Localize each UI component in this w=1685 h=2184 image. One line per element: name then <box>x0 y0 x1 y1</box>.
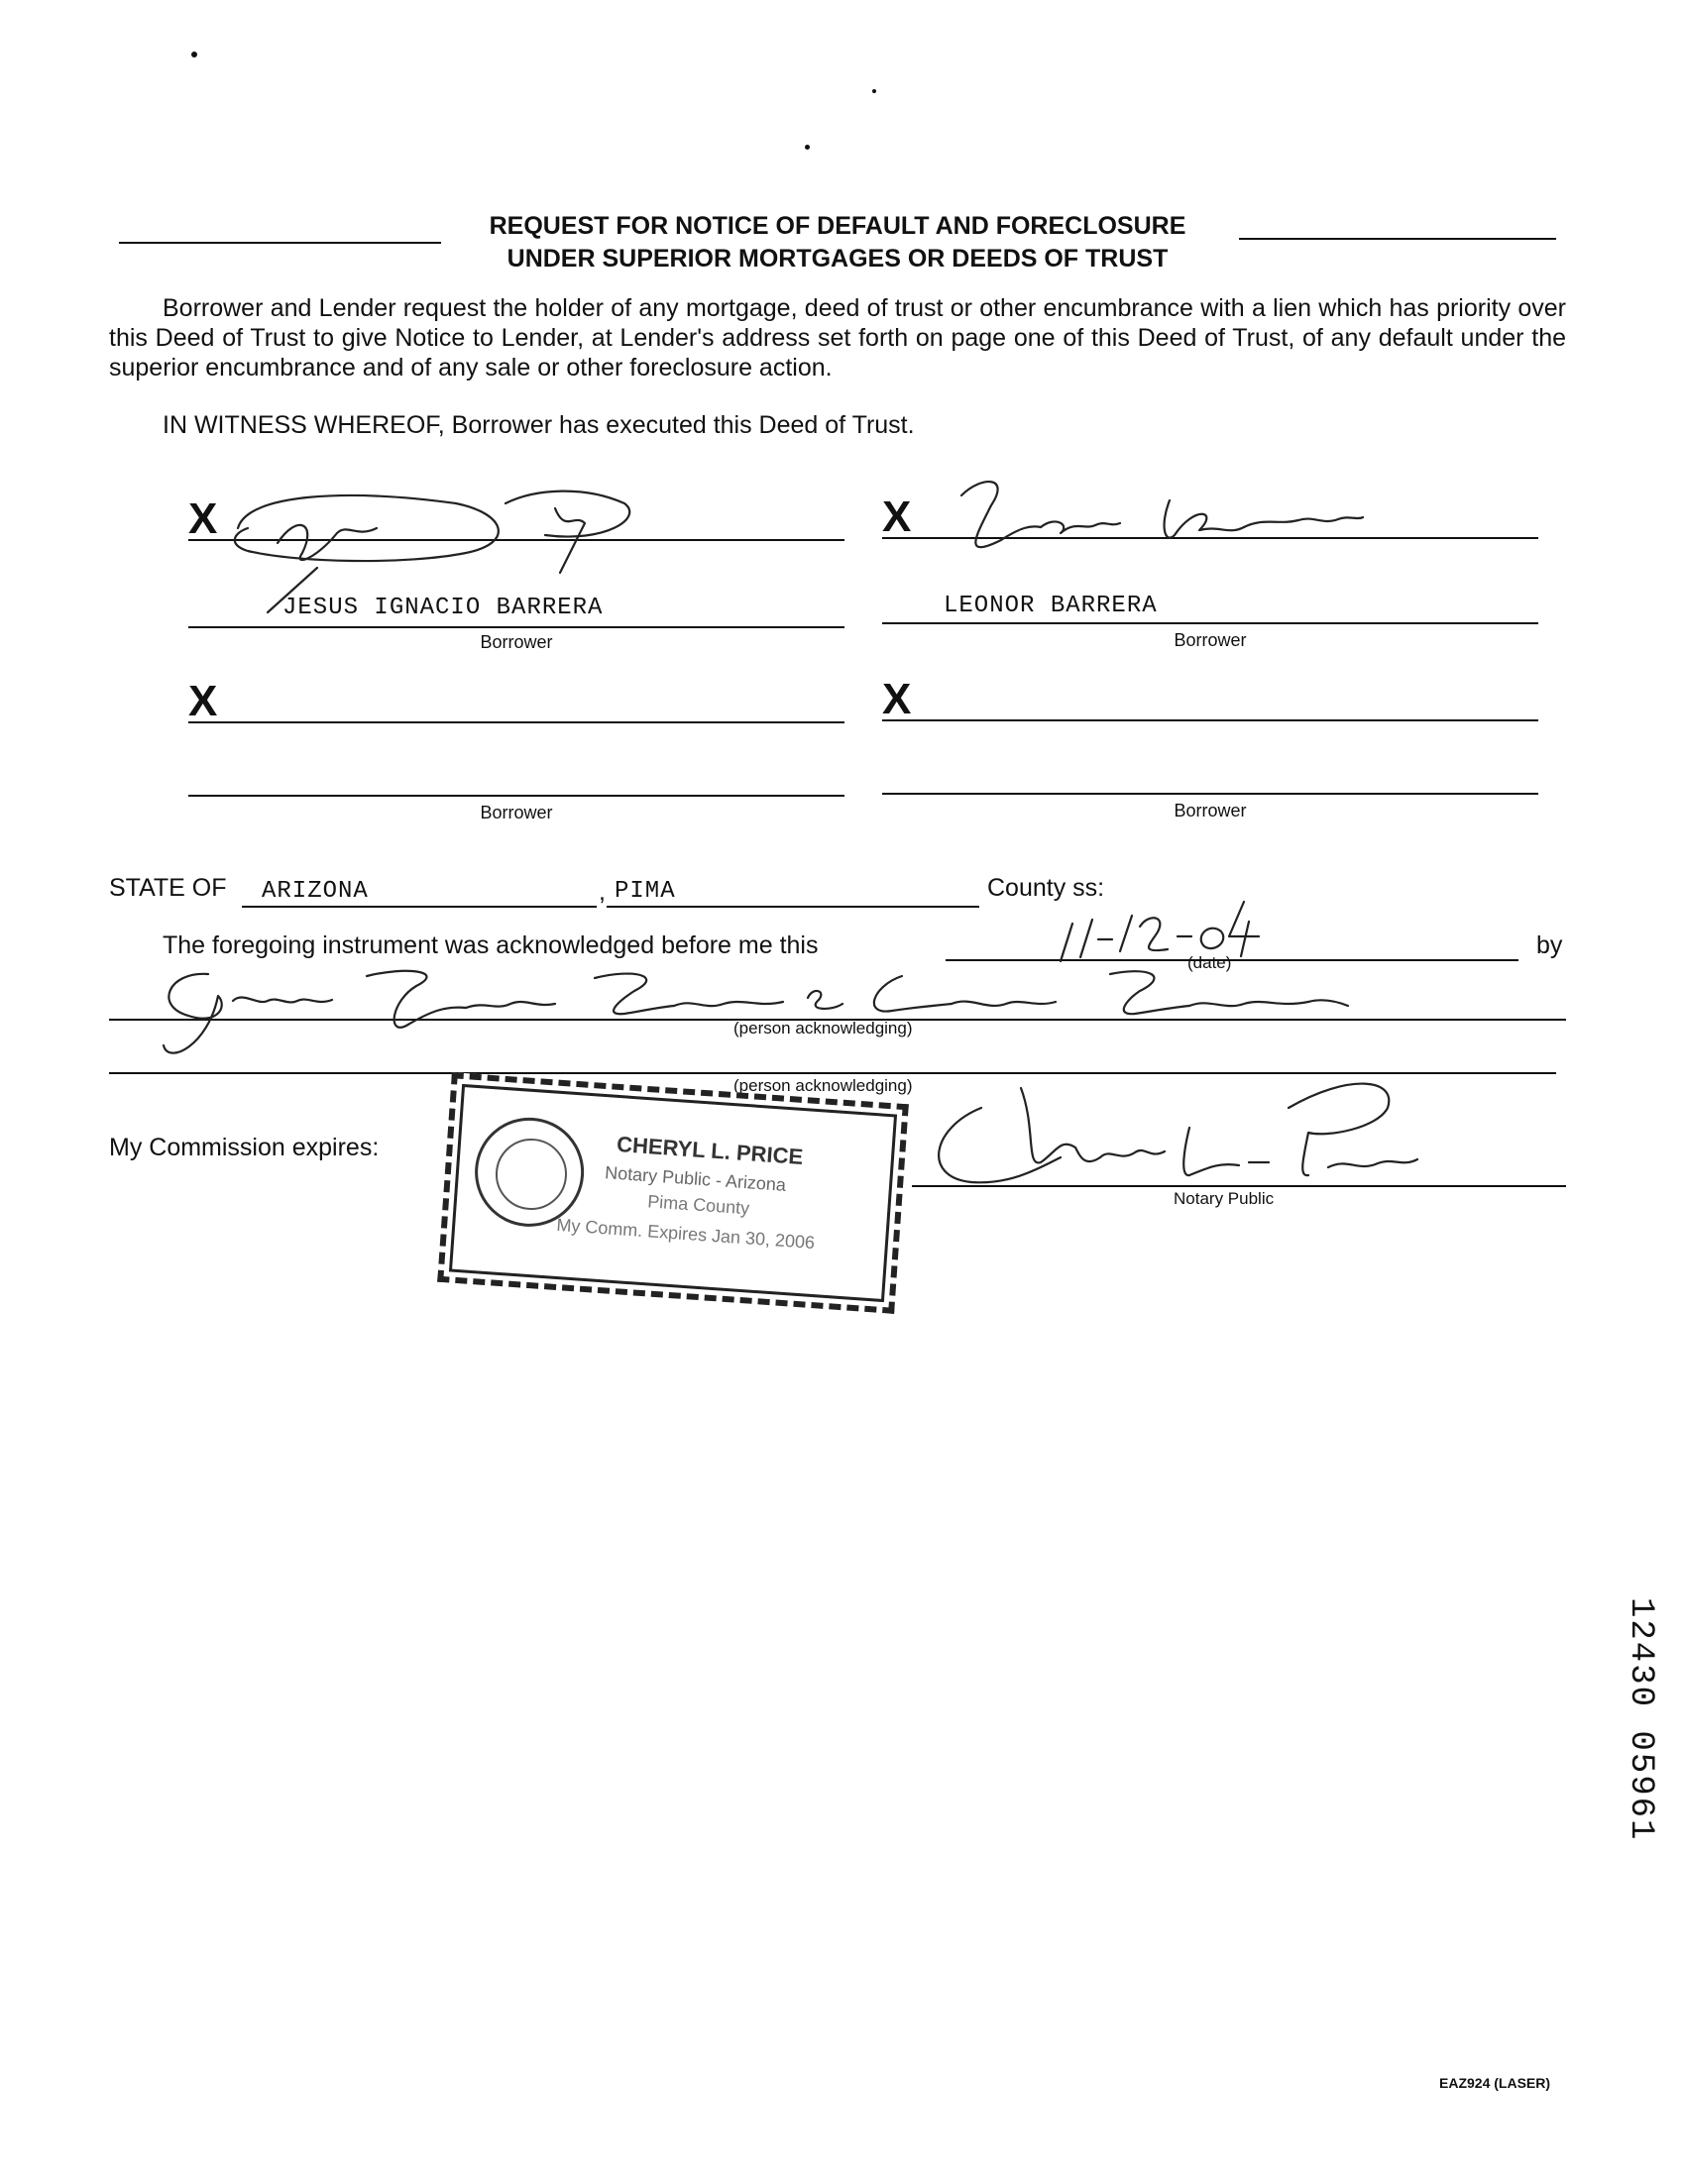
title-line-2: UNDER SUPERIOR MORTGAGES OR DEEDS OF TRUST <box>506 245 1169 273</box>
stamp-line-2: Notary Public - Arizona <box>604 1162 787 1195</box>
stamp-line-3: Pima County <box>646 1191 750 1219</box>
page-title <box>436 210 1239 275</box>
witness-statement: IN WITNESS WHEREOF, Borrower has executed this Deed of Trust. <box>163 411 915 439</box>
borrower-caption: Borrower <box>1174 801 1247 820</box>
person-caption: (person acknowledging) <box>733 1019 913 1037</box>
county-line <box>607 906 979 908</box>
name-line-borrower-2 <box>882 622 1538 624</box>
state-label: STATE OF <box>109 874 227 902</box>
commission-label: My Commission expires: <box>109 1134 380 1161</box>
scan-speck <box>805 145 810 150</box>
heading-rule-left <box>119 242 441 244</box>
persons-acknowledging-signature <box>149 956 1427 1065</box>
signature-line-borrower-3 <box>188 721 844 723</box>
by-label: by <box>1536 931 1563 959</box>
state-value: ARIZONA <box>262 878 369 905</box>
borrower-caption: Borrower <box>480 803 553 822</box>
state-line <box>242 906 597 908</box>
title-line-1: REQUEST FOR NOTICE OF DEFAULT AND FORECLOSURE <box>489 212 1186 240</box>
notary-caption: Notary Public <box>1174 1189 1275 1208</box>
scan-speck <box>872 89 876 93</box>
acknowledgment-text: The foregoing instrument was acknowledged before me this <box>163 931 819 959</box>
date-caption: (date) <box>1187 953 1232 972</box>
name-line-borrower-4 <box>882 793 1538 795</box>
county-comma: , <box>599 878 606 906</box>
borrower-2-name: LEONOR BARRERA <box>944 593 1158 619</box>
person-caption: (person acknowledging) <box>733 1076 913 1095</box>
x-mark: X <box>882 492 912 541</box>
signature-line-borrower-4 <box>882 719 1538 721</box>
borrower-caption: Borrower <box>1174 630 1247 650</box>
county-label: County ss: <box>987 874 1105 902</box>
stamp-name: CHERYL L. PRICE <box>616 1131 804 1170</box>
heading-rule-right <box>1239 238 1556 240</box>
name-line-borrower-1 <box>188 626 844 628</box>
scan-speck <box>191 52 197 57</box>
form-code: EAZ924 (LASER) <box>1439 2075 1551 2091</box>
borrower-1-name: JESUS IGNACIO BARRERA <box>282 595 604 621</box>
x-mark: X <box>882 675 912 723</box>
borrower-caption: Borrower <box>480 632 553 652</box>
county-value: PIMA <box>615 878 676 905</box>
seal-inner-ring <box>494 1137 570 1213</box>
stamp-line-4: My Comm. Expires Jan 30, 2006 <box>555 1214 816 1254</box>
name-line-borrower-3 <box>188 795 844 797</box>
x-mark: X <box>188 494 218 543</box>
side-document-number: 12430 05961 <box>1622 1597 1659 1842</box>
notary-seal <box>471 1114 587 1230</box>
signature-leonor <box>922 466 1378 575</box>
notary-signature <box>912 1068 1427 1197</box>
x-mark: X <box>188 677 218 725</box>
body-paragraph: Borrower and Lender request the holder of any mortgage, deed of trust or other encumbrance with a lien which has priority over this Deed of Trust to give Notice to Lender, at Lender's address set forth on page one of this Deed of Trust, of any default under the superior encumbrance and of any sale or other foreclosure action. <box>109 294 1566 382</box>
notary-stamp <box>437 1072 909 1314</box>
